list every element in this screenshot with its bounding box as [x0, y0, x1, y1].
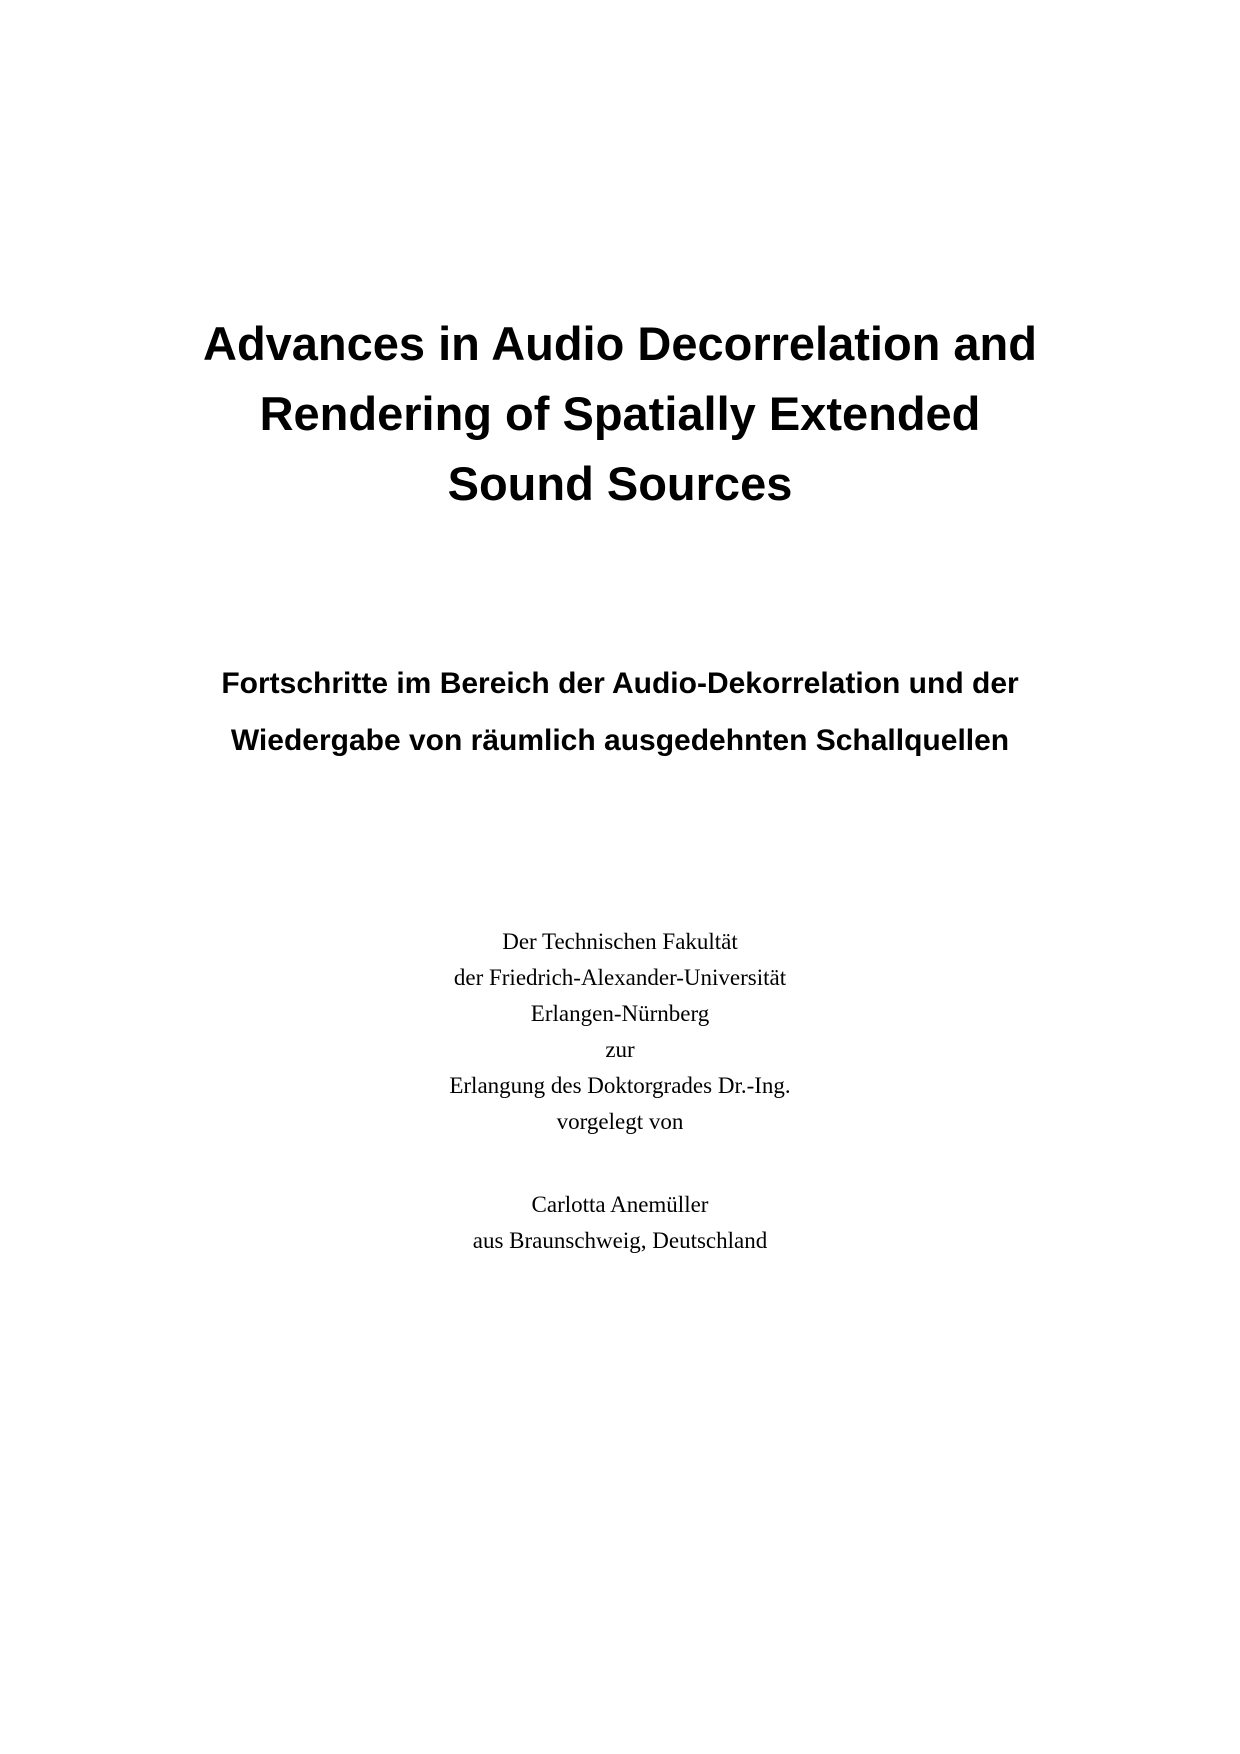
- submission-line: Erlangung des Doktorgrades Dr.-Ing.: [449, 1073, 791, 1098]
- submission-statement: [0, 924, 1240, 1140]
- submission-line: der Friedrich-Alexander-Universität: [453, 965, 787, 990]
- submission-line: Erlangen-Nürnberg: [530, 1001, 710, 1026]
- german-title: [0, 655, 1240, 769]
- thesis-title-line: Advances in Audio Decorrelation and: [203, 317, 1037, 370]
- submission-line: vorgelegt von: [556, 1109, 684, 1134]
- author-name: Carlotta Anemüller: [531, 1192, 709, 1217]
- submission-line: zur: [605, 1037, 635, 1062]
- german-title-line: Fortschritte im Bereich der Audio-Dekorrelation und der: [221, 667, 1019, 700]
- author-origin: aus Braunschweig, Deutschland: [472, 1228, 768, 1253]
- author-info: [0, 1187, 1240, 1259]
- thesis-title-line: Sound Sources: [447, 457, 793, 510]
- submission-line: Der Technischen Fakultät: [502, 929, 738, 954]
- thesis-title-line: Rendering of Spatially Extended: [259, 387, 981, 440]
- thesis-title: [0, 309, 1240, 519]
- german-title-line: Wiedergabe von räumlich ausgedehnten Schallquellen: [230, 724, 1010, 757]
